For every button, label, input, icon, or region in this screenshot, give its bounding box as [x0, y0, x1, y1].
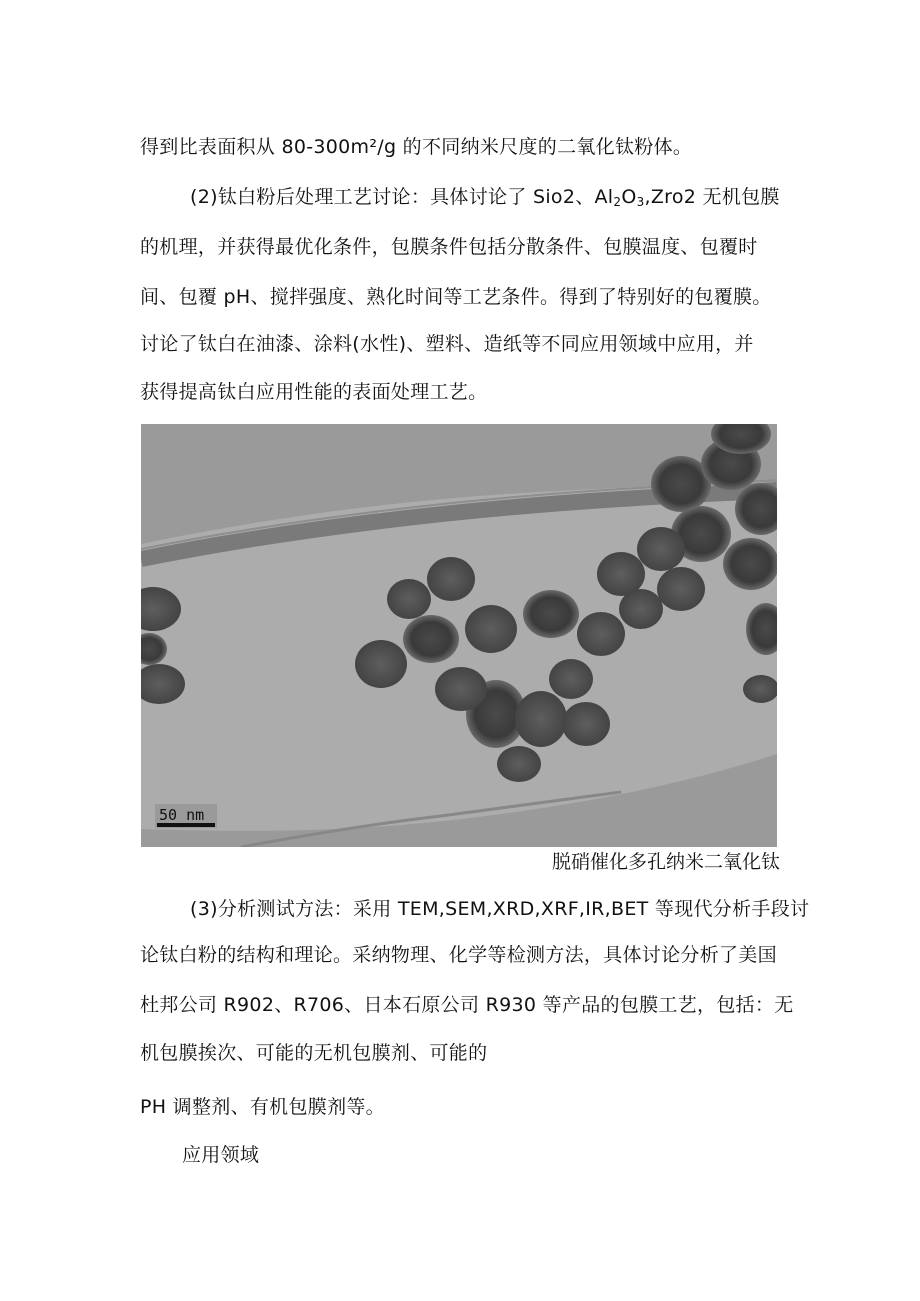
paragraph-3-line-2: 论钛白粉的结构和理论。采纳物理、化学等检测方法，具体讨论分析了美国	[140, 944, 777, 966]
text-run: (2)钛白粉后处理工艺讨论：具体讨论了 Sio2、Al	[190, 186, 614, 208]
paragraph-3-line-5: PH 调整剂、有机包膜剂等。	[140, 1096, 385, 1118]
scale-bar-label: 50 nm	[159, 806, 205, 824]
subscript: 3	[636, 195, 645, 209]
paragraph-3-line-3: 杜邦公司 R902、R706、日本石原公司 R930 等产品的包膜工艺，包括：无	[140, 994, 794, 1016]
paragraph-3-line-1: (3)分析测试方法：采用 TEM,SEM,XRD,XRF,IR,BET 等现代分析手段讨	[190, 898, 810, 920]
tem-micrograph-image	[141, 424, 777, 847]
tem-micrograph	[141, 424, 777, 847]
paragraph-1-line-1: 得到比表面积从 80-300m²/g 的不同纳米尺度的二氧化钛粉体。	[140, 136, 693, 158]
paragraph-2-line-2: 的机理，并获得最优化条件，包膜条件包括分散条件、包膜温度、包覆时	[140, 236, 758, 258]
text-run: O	[621, 186, 637, 208]
paragraph-3-line-4: 机包膜挨次、可能的无机包膜剂、可能的	[140, 1042, 488, 1064]
paragraph-2-line-1	[190, 185, 780, 209]
paragraph-2-line-4: 讨论了钛白在油漆、涂料(水性)、塑料、造纸等不同应用领域中应用，并	[140, 333, 754, 355]
subscript: 2	[613, 195, 622, 209]
section-heading-applications: 应用领域	[182, 1144, 260, 1166]
paragraph-2-line-3: 间、包覆 pH、搅拌强度、熟化时间等工艺条件。得到了特别好的包覆膜。	[140, 286, 772, 308]
text-run: ,Zro2 无机包膜	[644, 186, 780, 208]
scale-bar	[155, 804, 217, 828]
figure-caption: 脱硝催化多孔纳米二氧化钛	[551, 851, 780, 873]
paragraph-2-line-5: 获得提高钛白应用性能的表面处理工艺。	[140, 381, 488, 403]
